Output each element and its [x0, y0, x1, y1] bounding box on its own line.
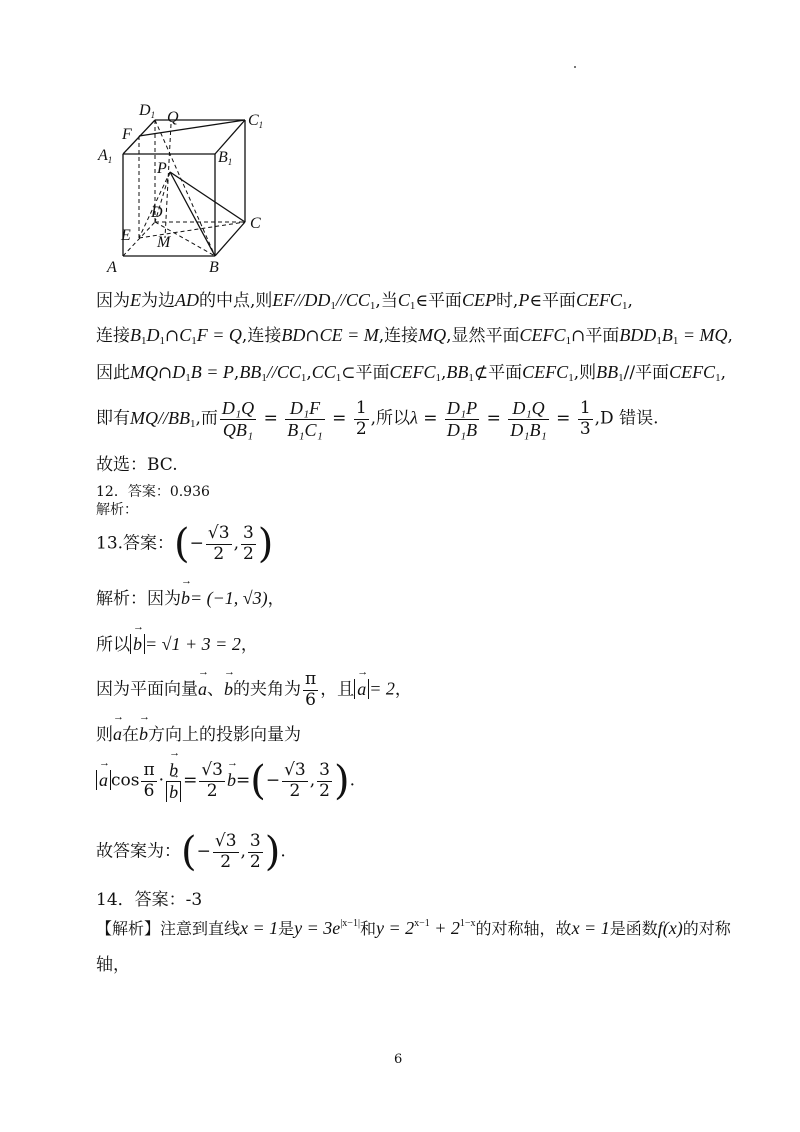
label-B1: B: [218, 149, 228, 166]
label-Q: Q: [167, 109, 179, 126]
q13-line4: 则→ a在→ b方向上的投影向量为: [96, 724, 301, 746]
q13-answer: 13.答案：(− $\frac{√3}{2}$ , $\frac{3}{2}$ ): [96, 521, 274, 568]
fraction: $\frac{√3}{2}$: [284, 760, 306, 801]
q11-choice: 故选：BC.: [96, 455, 178, 475]
q13-line1: 解析：因为→ b= (−1, √3)，: [96, 588, 285, 610]
fraction: $\frac{\pi}{6}$: [143, 760, 155, 801]
label-sub-1: 1: [258, 120, 264, 130]
q12-answer: 12．答案：0.936: [96, 484, 210, 500]
label-B: B: [209, 259, 219, 276]
svg-text:D1: [138, 102, 155, 120]
fraction: $\frac{\text{D₁P}}{\text{D₁B}}$: [446, 398, 478, 440]
q11-line2: 连接$B_1D_1\cap C_1F = Q$,连接BD∩CE = M,连接MQ,显然平面$CEFC_1\cap$平面$BDD_1B_1$ = MQ,: [96, 325, 733, 347]
q14-line1: 【解析】注意到直线x = 1是$y = 3e^{|x-1|}$和$y = 2^{x-1} + 2^{1-x}$的对称轴，故x = 1是函数f(x)的对称: [96, 918, 731, 938]
fraction: $\frac{\text{D₁Q}}{\text{D₁B₁}}$: [510, 398, 547, 440]
label-C: C: [250, 215, 261, 232]
label-D1: D: [139, 102, 151, 119]
fraction: $\frac{3}{2}$: [242, 523, 254, 564]
page-number: 6: [394, 1052, 403, 1067]
svg-text:A1: [97, 147, 112, 165]
q13-line2: 所以→ b = √1 + 3 = 2，: [96, 634, 258, 656]
q14-answer: 14．答案：-3: [96, 890, 203, 910]
q11-line4: 即有$MQ//BB_1$,而 $\frac{\text{D₁Q}}{\text{QB₁}}$ = $\frac{\text{D₁F}}{\text{B₁C₁}}$ = $\frac{1}{2}$ ,所以λ = $\frac{\text{D₁P}}{\text{D₁B}}$ = $\frac{\text{D₁Q}}{\text{D₁B₁}}$ = $\frac{1}{3}$ ,D 错误.: [96, 398, 659, 440]
fraction: $\frac{\pi}{6}$: [305, 669, 317, 710]
scan-speck: [574, 66, 576, 68]
q14-line2: 轴，: [96, 955, 130, 975]
svg-text:B1: [218, 149, 232, 167]
label-F: F: [122, 126, 132, 143]
label-C1: C: [248, 112, 259, 129]
fraction: $\frac{3}{2}$: [249, 831, 261, 872]
label-sub-1: 1: [150, 110, 156, 120]
cube-figure: [95, 98, 285, 278]
fraction: $\frac{√3}{2}$: [207, 523, 230, 564]
q13-line5: → a cos $\frac{\pi}{6}$ · → b → b = $\frac{√3}{2}$ → b=(− $\frac{√3}{2}$ , $\frac{3}{2}$ ).: [96, 760, 355, 802]
label-D: D: [151, 204, 163, 221]
label-M: M: [157, 234, 171, 251]
svg-text:C1: [248, 112, 263, 130]
label-A: A: [107, 259, 117, 276]
label-E: E: [121, 227, 131, 244]
label-A1: A: [98, 147, 108, 164]
fraction: $\frac{\text{D₁F}}{\text{B₁C₁}}$: [287, 398, 323, 440]
q11-line3: 因此$MQ\cap D_1B$ = $P,BB_1//CC_1,CC_1\subset$平面$CEFC_1,BB_1⊄$平面$CEFC_1$,则$BB_1//$平面$CEFC_1$,: [96, 362, 726, 384]
fraction: $\frac{\text{D₁Q}}{\text{QB₁}}$: [221, 398, 255, 440]
q11-line1: 因为E为边AD的中点,则$EF//DD_1//CC_1$,当$C_1\in$平面CEP时,P∈平面$CEFC_1$,: [96, 290, 633, 312]
fraction: $\frac{3}{2}$: [319, 760, 330, 801]
label-sub-1: 1: [227, 157, 233, 167]
label-P: P: [157, 160, 167, 177]
label-sub-1: 1: [107, 155, 113, 165]
q12-analysis: 解析：: [96, 502, 138, 518]
fraction: $\frac{1}{3}$: [579, 398, 591, 439]
fraction: → b → b: [166, 760, 181, 802]
fraction: $\frac{1}{2}$: [355, 398, 367, 439]
q13-line3: 因为平面向量→ a、→ b的夹角为 $\frac{\pi}{6}$ ，且→ a = 2，: [96, 670, 412, 710]
q13-line6: 故答案为：(− $\frac{√3}{2}$ , $\frac{3}{2}$ ).: [96, 829, 286, 876]
fraction: $\frac{√3}{2}$: [201, 760, 223, 801]
fraction: $\frac{√3}{2}$: [214, 831, 237, 872]
